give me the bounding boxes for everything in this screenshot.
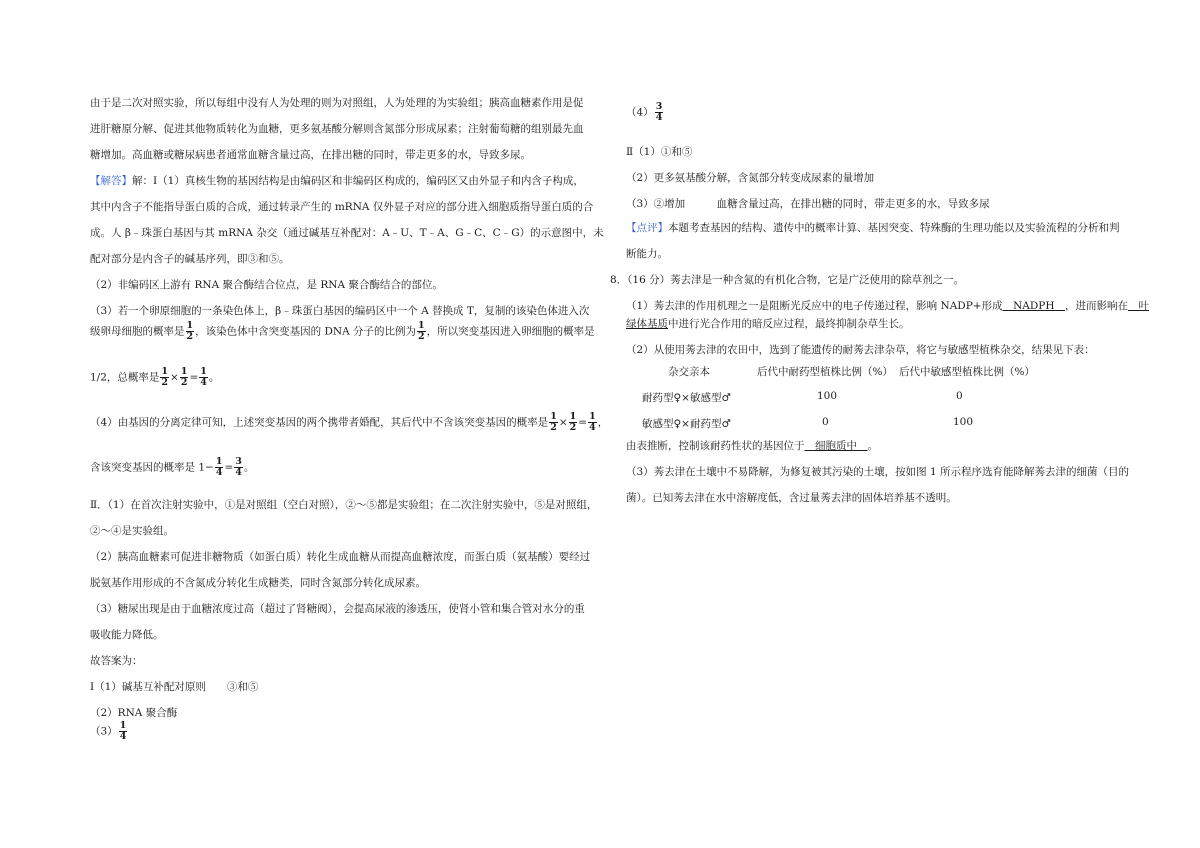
q8-part1-line: （1）莠去津的作用机理之一是阻断光反应中的电子传递过程，影响 NADP+形成 NADPH ，进而影响在 叶 xyxy=(626,300,1149,312)
inference-line: 由表推断，控制该耐药性状的基因位于 细胞质中 。 xyxy=(626,440,878,452)
cross-results-table xyxy=(642,364,1072,444)
part2-line-6: 吸收能力降低。 xyxy=(90,629,164,641)
comment-line: 【点评】本题考查基因的结构、遗传中的概率计算、基因突变、特殊酶的生理功能以及实验流程的分析和判 xyxy=(626,222,1120,234)
table-row-1-sensitive: 0 xyxy=(956,390,963,402)
q3-probability-line xyxy=(90,321,595,342)
answer-ii-2: （2）更多氨基酸分解，含氮部分转变成尿素的量增加 xyxy=(626,172,875,184)
q3-text-c: ，所以突变基因进入卵细胞的概率是 xyxy=(426,325,595,338)
comment-tag: 【点评】 xyxy=(626,222,668,234)
answer-first-text: 解：Ⅰ（1）真核生物的基因结构是由编码区和非编码区构成的，编码区又由外显子和内含子构成， xyxy=(132,175,584,187)
part2-line-1: Ⅱ．（1）在首次注射实验中，①是对照组（空白对照），②～⑤都是实验组；在二次注射实验中，⑤是对照组， xyxy=(90,499,598,511)
q4-text-b: 含该突变基因的概率是 1− xyxy=(90,461,214,474)
table-row-1-parents: 耐药型♀×敏感型♂ xyxy=(642,392,731,404)
fraction-quarter: $\frac{1}{4}$ xyxy=(589,411,596,433)
table-row-1-resistant: 100 xyxy=(817,390,838,402)
intro-line-3: 糖增加。高血糖或糖尿病患者通常血糖含量过高，在排出糖的同时，带走更多的水，导致多尿。 xyxy=(90,149,531,161)
fraction-half: $\frac{1}{2}$ xyxy=(186,320,194,342)
q4-line: （4）由基因的分离定律可知，上述突变基因的两个携带者婚配，其后代中不含该突变基因的概率是 $\frac{1}{2}$ × $\frac{1}{2}$ = $\frac{1}{4}$ ， xyxy=(90,411,609,433)
table-row-2-parents: 敏感型♀×耐药型♂ xyxy=(642,418,731,430)
answer-blank-location-cont: 绿体基质 xyxy=(626,318,668,330)
part2-line-5: （3）糖尿出现是由于血糖浓度过高（超过了肾糖阀），会提高尿液的渗透压，使肾小管和集合管对水分的重 xyxy=(90,603,585,615)
fraction-half: $\frac{1}{2}$ xyxy=(180,366,188,388)
q4-mutant-line: 含该突变基因的概率是 1− $\frac{1}{4}$ = $\frac{3}{4}$ 。 xyxy=(90,456,255,478)
answer-i-2: （2）RNA 聚合酶 xyxy=(90,707,178,719)
table-header-resistant: 后代中耐药型植株比例（%） xyxy=(757,366,893,378)
table-row-2-resistant: 0 xyxy=(822,416,829,428)
answer-tag: 【解答】 xyxy=(90,175,132,187)
q8-part3-line: （3）莠去津在土壤中不易降解，为修复被其污染的土壤，按如图 1 所示程序选育能降解莠去津的细菌（目的 xyxy=(626,466,1130,478)
answers-heading: 故答案为： xyxy=(90,655,143,667)
equals-sign: = xyxy=(189,371,199,384)
intro-line-2: 进肝糖原分解、促进其他物质转化为血糖，更多氨基酸分解则含氮部分形成尿素；注射葡萄糖的组别最先血 xyxy=(90,123,584,135)
table-header-parents: 杂交亲本 xyxy=(668,366,710,378)
fraction-half: $\frac{1}{2}$ xyxy=(550,411,557,433)
answer-line-3: 配对部分是内含子的碱基序列，即③和⑤。 xyxy=(90,253,290,265)
comment-line-2: 断能力。 xyxy=(626,248,668,260)
answer-blank-nadph: NADPH xyxy=(1002,300,1065,312)
answer-i-1: Ⅰ（1）碱基互补配对原则 ③和⑤ xyxy=(90,681,259,693)
q8-part3-line-2: 菌）。已知莠去津在水中溶解度低，含过量莠去津的固体培养基不透明。 xyxy=(626,492,957,504)
fraction-half: $\frac{1}{2}$ xyxy=(161,366,169,388)
q3-total-line: 1/2，总概率是 $\frac{1}{2}$ × $\frac{1}{2}$ = $\frac{1}{4}$ 。 xyxy=(90,366,220,388)
intro-line-1: 由于是二次对照实验，所以每组中没有人为处理的则为对照组，人为处理的为实验组；胰高血糖素作用是促 xyxy=(90,97,584,109)
fraction-three-quarters: $\frac{3}{4}$ xyxy=(655,101,663,123)
table-header-sensitive: 后代中敏感型植株比例（%） xyxy=(899,366,1035,378)
answer-line-1: 其中内含子不能指导蛋白质的合成，通过转录产生的 mRNA 仅外显子对应的部分进入细胞质指导蛋白质的合 xyxy=(90,201,594,213)
fraction-quarter: $\frac{1}{4}$ xyxy=(119,720,127,742)
fraction-quarter: $\frac{1}{4}$ xyxy=(215,456,223,478)
q8-part1-line-2: 绿体基质中进行光合作用的暗反应过程，最终抑制杂草生长。 xyxy=(626,318,910,330)
fraction-half: $\frac{1}{2}$ xyxy=(418,320,425,342)
answer-line-5: （3）若一个卵原细胞的一条染色体上，β﹣珠蛋白基因的编码区中一个 A 替换成 T，复制的该染色体进入次 xyxy=(90,305,590,317)
fraction-three-quarters: $\frac{3}{4}$ xyxy=(235,456,242,478)
answer-i-3: （3） $\frac{1}{4}$ xyxy=(90,720,127,742)
question-8-title: 8．（16 分）莠去津是一种含氮的有机化合物，它是广泛使用的除草剂之一。 xyxy=(610,274,965,286)
q3-text-d: 1/2，总概率是 xyxy=(90,371,160,384)
answer-ii-1: Ⅱ（1）①和⑤ xyxy=(626,146,693,158)
table-row-2-sensitive: 100 xyxy=(953,416,974,428)
answer-i-4: （4） $\frac{3}{4}$ xyxy=(626,101,663,123)
q4-text-a: （4）由基因的分离定律可知，上述突变基因的两个携带者婚配，其后代中不含该突变基因的概率是 xyxy=(90,416,549,429)
answer-line-2: 成。人 β﹣珠蛋白基因与其 mRNA 杂交（通过碱基互补配对：A﹣U、T﹣A、G﹣C、C﹣G）的示意图中，未 xyxy=(90,227,604,239)
answer-first-line xyxy=(90,173,584,188)
q8-part2-line: （2）从使用莠去津的农田中，选到了能遗传的耐莠去津杂草，将它与敏感型植株杂交，结果见下表： xyxy=(626,344,1095,356)
part2-line-3: （2）胰高血糖素可促进非糖物质（如蛋白质）转化生成血糖从而提高血糖浓度，而蛋白质（氨基酸）要经过 xyxy=(90,551,591,563)
q3-text-a: 级卵母细胞的概率是 xyxy=(90,325,185,338)
fraction-quarter: $\frac{1}{4}$ xyxy=(200,366,207,388)
answer-ii-3: （3）②增加 血糖含量过高，在排出糖的同时，带走更多的水，导致多尿 xyxy=(626,198,990,210)
answer-blank-cytoplasm: 细胞质中 xyxy=(804,440,868,452)
answer-blank-location: 叶 xyxy=(1128,300,1149,312)
part2-line-4: 脱氨基作用形成的不含氮成分转化生成糖类，同时含氮部分转化成尿素。 xyxy=(90,577,426,589)
part2-line-2: ②～④是实验组。 xyxy=(90,525,174,537)
fraction-half: $\frac{1}{2}$ xyxy=(569,411,577,433)
times-sign: × xyxy=(170,371,179,384)
answer-line-4: （2）非编码区上游有 RNA 聚合酶结合位点，是 RNA 聚合酶结合的部位。 xyxy=(90,279,443,291)
q3-text-b: ，该染色体中含突变基因的 DNA 分子的比例为 xyxy=(195,325,416,338)
